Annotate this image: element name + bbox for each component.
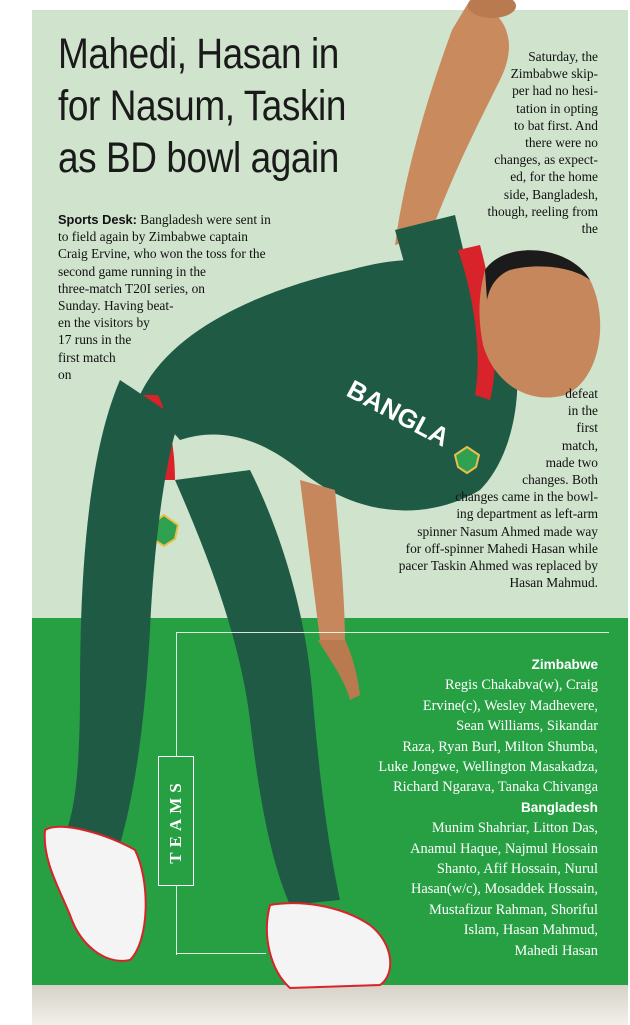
article-line: Saturday, the	[528, 49, 598, 64]
squad-line: Islam, Hasan Mahmud,	[463, 922, 598, 939]
sports-desk-label: Sports Desk:	[58, 212, 137, 227]
team-name-zimbabwe: Zimbabwe	[531, 657, 598, 672]
squad-line: Mahedi Hasan	[514, 942, 598, 959]
headline-line-2: for Nasum, Taskin	[58, 82, 346, 130]
article-line: 17 runs in the	[58, 332, 132, 348]
headline-line-3: as BD bowl again	[58, 134, 339, 182]
squad-line: Ervine(c), Wesley Madhevere,	[422, 697, 598, 714]
article-left-column	[58, 211, 271, 383]
article-line: made two	[545, 454, 598, 470]
squad-line: Regis Chakabva(w), Craig	[444, 677, 598, 694]
article-line: en the visitors by	[58, 315, 150, 331]
article-line: three-match T20I series, on	[58, 280, 205, 296]
article-line: Zimbabwe skip-	[510, 66, 598, 82]
article-line: Craig Ervine, who won the toss for the	[58, 246, 266, 262]
article-line: for off-spinner Mahedi Hasan while	[405, 540, 598, 556]
article-right-column-bottom	[399, 385, 598, 591]
team-name-bangladesh: Bangladesh	[520, 799, 598, 815]
headline-line-1: Mahedi, Hasan in	[58, 30, 339, 78]
squad-line: Anamul Haque, Najmul Hossain	[410, 840, 598, 857]
article-line: there were no	[525, 135, 598, 151]
article-line: tation in opting	[516, 100, 598, 116]
squad-line: Richard Ngarava, Tanaka Chivanga	[393, 779, 598, 796]
article-line: side, Bangladesh,	[503, 186, 598, 202]
article-line: second game running in the	[58, 263, 207, 279]
article-right-column-top	[488, 48, 598, 237]
article-line: to field again by Zimbabwe captain	[58, 229, 249, 245]
article-line: spinner Nasum Ahmed made way	[417, 523, 598, 539]
teams-tag-label: TEAMS	[166, 778, 185, 864]
article-line: in the	[567, 403, 598, 419]
left-arm	[300, 480, 345, 645]
left-shoe	[45, 827, 146, 961]
article-line: pacer Taskin Ahmed was replaced by	[398, 558, 598, 574]
squad-line: Mustafizur Rahman, Shoriful	[428, 901, 598, 918]
squad-line: Raza, Ryan Burl, Milton Shumba,	[402, 738, 598, 755]
article-line: Sunday. Having beat-	[58, 298, 174, 314]
article-line: changes. Both	[522, 472, 598, 488]
article-line: first	[576, 420, 598, 436]
article-line: though, reeling from	[487, 203, 598, 219]
article-line: to bat first. And	[513, 117, 598, 133]
article-line: ed, for the home	[510, 169, 598, 185]
article-line: changes, as expect-	[494, 152, 598, 168]
article-line: ing department as left-arm	[456, 506, 598, 522]
squad-line: Luke Jongwe, Wellington Masakadza,	[378, 759, 598, 776]
article-line: the	[581, 221, 598, 237]
article-line-text: Bangladesh were sent in	[136, 212, 271, 227]
squad-line: Shanto, Afif Hossain, Nurul	[436, 861, 598, 878]
squad-line: Hasan(w/c), Mosaddek Hossain,	[410, 881, 598, 898]
headline	[58, 28, 359, 184]
teams-tag	[158, 756, 194, 886]
jersey-text: BANGLA	[342, 373, 455, 453]
article-line: on	[58, 366, 72, 382]
article-line: first match	[58, 349, 116, 365]
article-line: changes came in the bowl-	[455, 489, 598, 505]
article-line: defeat	[565, 386, 598, 401]
article-line: per had no hesi-	[512, 83, 598, 99]
squad-line: Sean Williams, Sikandar	[456, 718, 598, 735]
article-line	[58, 211, 271, 228]
squad-line: Munim Shahriar, Litton Das,	[431, 820, 598, 837]
teams-list	[378, 655, 598, 961]
article-line: match,	[561, 437, 598, 453]
teams-frame-bottom	[176, 953, 266, 954]
article-line: Hasan Mahmud.	[509, 575, 598, 591]
